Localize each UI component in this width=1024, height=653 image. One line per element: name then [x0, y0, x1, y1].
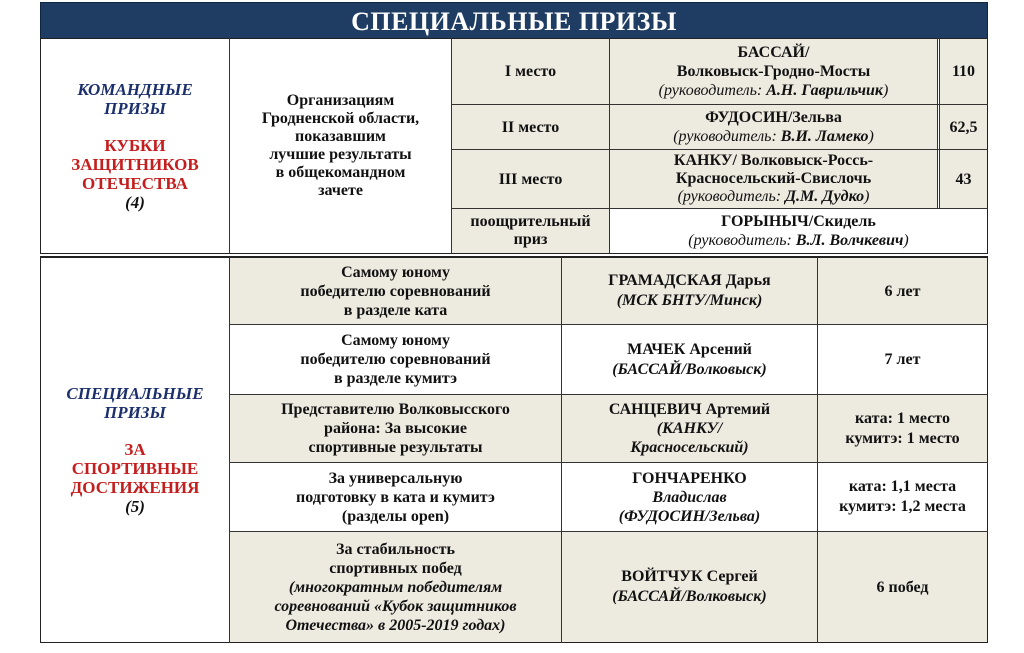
- special-row-result: ката: 1 место кумитэ: 1 место: [845, 409, 960, 447]
- special-row-winner: ВОЙТЧУК Сергей (БАССАЙ/Волковыск): [612, 568, 767, 605]
- team-row-score: 110: [951, 63, 976, 80]
- special-row-result: 7 лет: [884, 351, 921, 368]
- special-row-award: За стабильность спортивных побед (многократным победителям соревнований «Кубок защитников Отечества» в 2005-2019 годах): [274, 540, 517, 634]
- special-row-award: Представителю Волковысского района: За высокие спортивные результаты: [281, 401, 510, 456]
- special-prizes-label: СПЕЦИАЛЬНЫЕ ПРИЗЫ ЗА СПОРТИВНЫЕ ДОСТИЖЕНИЯ (5): [66, 384, 204, 516]
- special-row-result: ката: 1,1 места кумитэ: 1,2 места: [839, 478, 966, 515]
- special-row-winner: САНЦЕВИЧ Артемий (КАНКУ/ Красносельский): [608, 401, 771, 456]
- team-row-team: БАССАЙ/ Волковыск-Гродно-Мосты (руководитель: А.Н. Гаврильчик): [658, 44, 889, 99]
- special-row-award: За универсальную подготовку в ката и кумитэ (разделы open): [296, 469, 495, 525]
- team-row-score: 62,5: [949, 118, 978, 136]
- team-row-place: II место: [501, 118, 560, 136]
- special-row-winner: ГРАМАДСКАЯ Дарья (МСК БНТУ/Минск): [608, 272, 771, 309]
- team-row-team: КАНКУ/ Волковыск-Россь- Красносельский-Свислочь (руководитель: Д.М. Дудко): [673, 152, 874, 205]
- team-row-score: 43: [955, 170, 972, 188]
- team-row-team: ФУДОСИН/Зельва (руководитель: В.И. Ламеко): [673, 109, 874, 145]
- team-row-team: ГОРЫНЫЧ/Скидель (руководитель: В.Л. Волчкевич): [688, 213, 909, 249]
- team-row-place: I место: [504, 63, 557, 80]
- team-prizes-label: КОМАНДНЫЕ ПРИЗЫ КУБКИ ЗАЩИТНИКОВ ОТЕЧЕСТВА (4): [71, 80, 199, 212]
- team-prizes-description: Организациям Гродненской области, показавшим лучшие результаты в общекомандном зачете: [261, 92, 420, 199]
- page-title: СПЕЦИАЛЬНЫЕ ПРИЗЫ: [40, 2, 988, 39]
- special-row-winner: МАЧЕК Арсений (БАССАЙ/Волковыск): [612, 340, 767, 378]
- special-row-award: Самому юному победителю соревнований в разделе кумитэ: [300, 332, 491, 387]
- special-row-award: Самому юному победителю соревнований в разделе ката: [300, 263, 491, 319]
- team-row-place: поощрительный приз: [470, 213, 591, 248]
- special-row-winner: ГОНЧАРЕНКО Владислав (ФУДОСИН/Зельва): [618, 469, 761, 525]
- special-row-result: 6 побед: [876, 578, 929, 596]
- special-row-result: 6 лет: [884, 282, 921, 300]
- team-row-place: III место: [498, 170, 563, 188]
